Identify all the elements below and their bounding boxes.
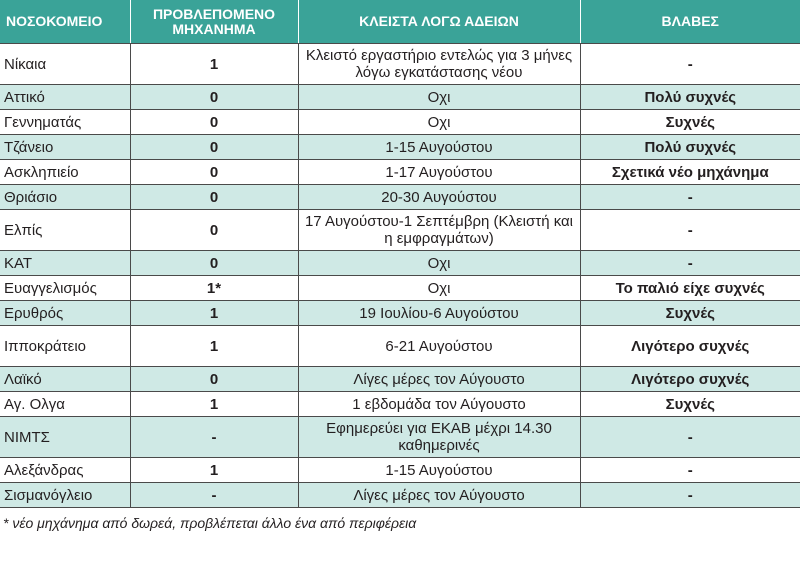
cell-closed: 1-15 Αυγούστου [298, 458, 580, 483]
cell-closed: Οχι [298, 85, 580, 110]
table-header [0, 0, 800, 44]
table-row [0, 210, 800, 251]
cell-machine: 1 [130, 326, 298, 367]
cell-hospital: Γεννηματάς [0, 110, 130, 135]
cell-damage: Λιγότερο συχνές [580, 367, 800, 392]
cell-closed: 1-17 Αυγούστου [298, 160, 580, 185]
table-body [0, 44, 800, 508]
cell-closed: Λίγες μέρες τον Αύγουστο [298, 367, 580, 392]
header-closed: ΚΛΕΙΣΤΑ ΛΟΓΩ ΑΔΕΙΩΝ [298, 0, 580, 44]
cell-hospital: Θριάσιο [0, 185, 130, 210]
cell-hospital: Ελπίς [0, 210, 130, 251]
cell-machine: 1 [130, 44, 298, 85]
cell-closed: Εφημερεύει για ΕΚΑΒ μέχρι 14.30 καθημερινές [298, 417, 580, 458]
cell-closed: 6-21 Αυγούστου [298, 326, 580, 367]
cell-hospital: Αγ. Ολγα [0, 392, 130, 417]
table-row [0, 110, 800, 135]
cell-machine: 0 [130, 367, 298, 392]
header-damage: ΒΛΑΒΕΣ [580, 0, 800, 44]
cell-closed: Οχι [298, 251, 580, 276]
table-row [0, 417, 800, 458]
cell-damage: Πολύ συχνές [580, 85, 800, 110]
cell-damage: Λιγότερο συχνές [580, 326, 800, 367]
cell-damage: - [580, 417, 800, 458]
cell-hospital: ΝΙΜΤΣ [0, 417, 130, 458]
header-row [0, 0, 800, 44]
cell-machine: - [130, 483, 298, 508]
cell-damage: Πολύ συχνές [580, 135, 800, 160]
cell-damage: - [580, 185, 800, 210]
cell-hospital: Αττικό [0, 85, 130, 110]
cell-damage: Το παλιό είχε συχνές [580, 276, 800, 301]
cell-hospital: Τζάνειο [0, 135, 130, 160]
cell-closed: 20-30 Αυγούστου [298, 185, 580, 210]
header-machine: ΠΡΟΒΛΕΠΟΜΕΝΟ ΜΗΧΑΝΗΜΑ [130, 0, 298, 44]
cell-damage: - [580, 210, 800, 251]
cell-damage: - [580, 44, 800, 85]
cell-machine: 1 [130, 458, 298, 483]
table-row [0, 483, 800, 508]
table-row [0, 135, 800, 160]
cell-hospital: Αλεξάνδρας [0, 458, 130, 483]
table-row [0, 326, 800, 367]
cell-hospital: Σισμανόγλειο [0, 483, 130, 508]
table-row [0, 85, 800, 110]
header-hospital: ΝΟΣΟΚΟΜΕΙΟ [0, 0, 130, 44]
table-row [0, 392, 800, 417]
cell-machine: 1 [130, 392, 298, 417]
cell-hospital: ΚΑΤ [0, 251, 130, 276]
cell-closed: Κλειστό εργαστήριο εντελώς για 3 μήνες λόγω εγκατάστασης νέου [298, 44, 580, 85]
table-row [0, 276, 800, 301]
cell-damage: Συχνές [580, 392, 800, 417]
table-row [0, 251, 800, 276]
cell-closed: Οχι [298, 276, 580, 301]
cell-machine: 0 [130, 251, 298, 276]
cell-hospital: Νίκαια [0, 44, 130, 85]
cell-hospital: Ευαγγελισμός [0, 276, 130, 301]
cell-hospital: Ασκληπιείο [0, 160, 130, 185]
cell-closed: 1 εβδομάδα τον Αύγουστο [298, 392, 580, 417]
cell-machine: 0 [130, 210, 298, 251]
cell-damage: Συχνές [580, 110, 800, 135]
cell-machine: - [130, 417, 298, 458]
cell-closed: 17 Αυγούστου-1 Σεπτέμβρη (Κλειστή και η εμφραγμάτων) [298, 210, 580, 251]
cell-machine: 0 [130, 110, 298, 135]
cell-damage: - [580, 483, 800, 508]
cell-closed: 19 Ιουλίου-6 Αυγούστου [298, 301, 580, 326]
cell-damage: Σχετικά νέο μηχάνημα [580, 160, 800, 185]
footnote: * νέο μηχάνημα από δωρεά, προβλέπεται άλλο ένα από περιφέρεια [3, 515, 417, 531]
table-row [0, 458, 800, 483]
cell-closed: 1-15 Αυγούστου [298, 135, 580, 160]
cell-damage: - [580, 251, 800, 276]
cell-hospital: Λαϊκό [0, 367, 130, 392]
cell-machine: 1 [130, 301, 298, 326]
table-row [0, 185, 800, 210]
cell-machine: 0 [130, 185, 298, 210]
table-row [0, 301, 800, 326]
table-row [0, 44, 800, 85]
cell-machine: 0 [130, 135, 298, 160]
cell-damage: - [580, 458, 800, 483]
table-row [0, 367, 800, 392]
cell-machine: 0 [130, 160, 298, 185]
cell-hospital: Ερυθρός [0, 301, 130, 326]
cell-hospital: Ιπποκράτειο [0, 326, 130, 367]
table-row [0, 160, 800, 185]
cell-closed: Λίγες μέρες τον Αύγουστο [298, 483, 580, 508]
cell-damage: Συχνές [580, 301, 800, 326]
cell-closed: Οχι [298, 110, 580, 135]
cell-machine: 0 [130, 85, 298, 110]
cell-machine: 1* [130, 276, 298, 301]
